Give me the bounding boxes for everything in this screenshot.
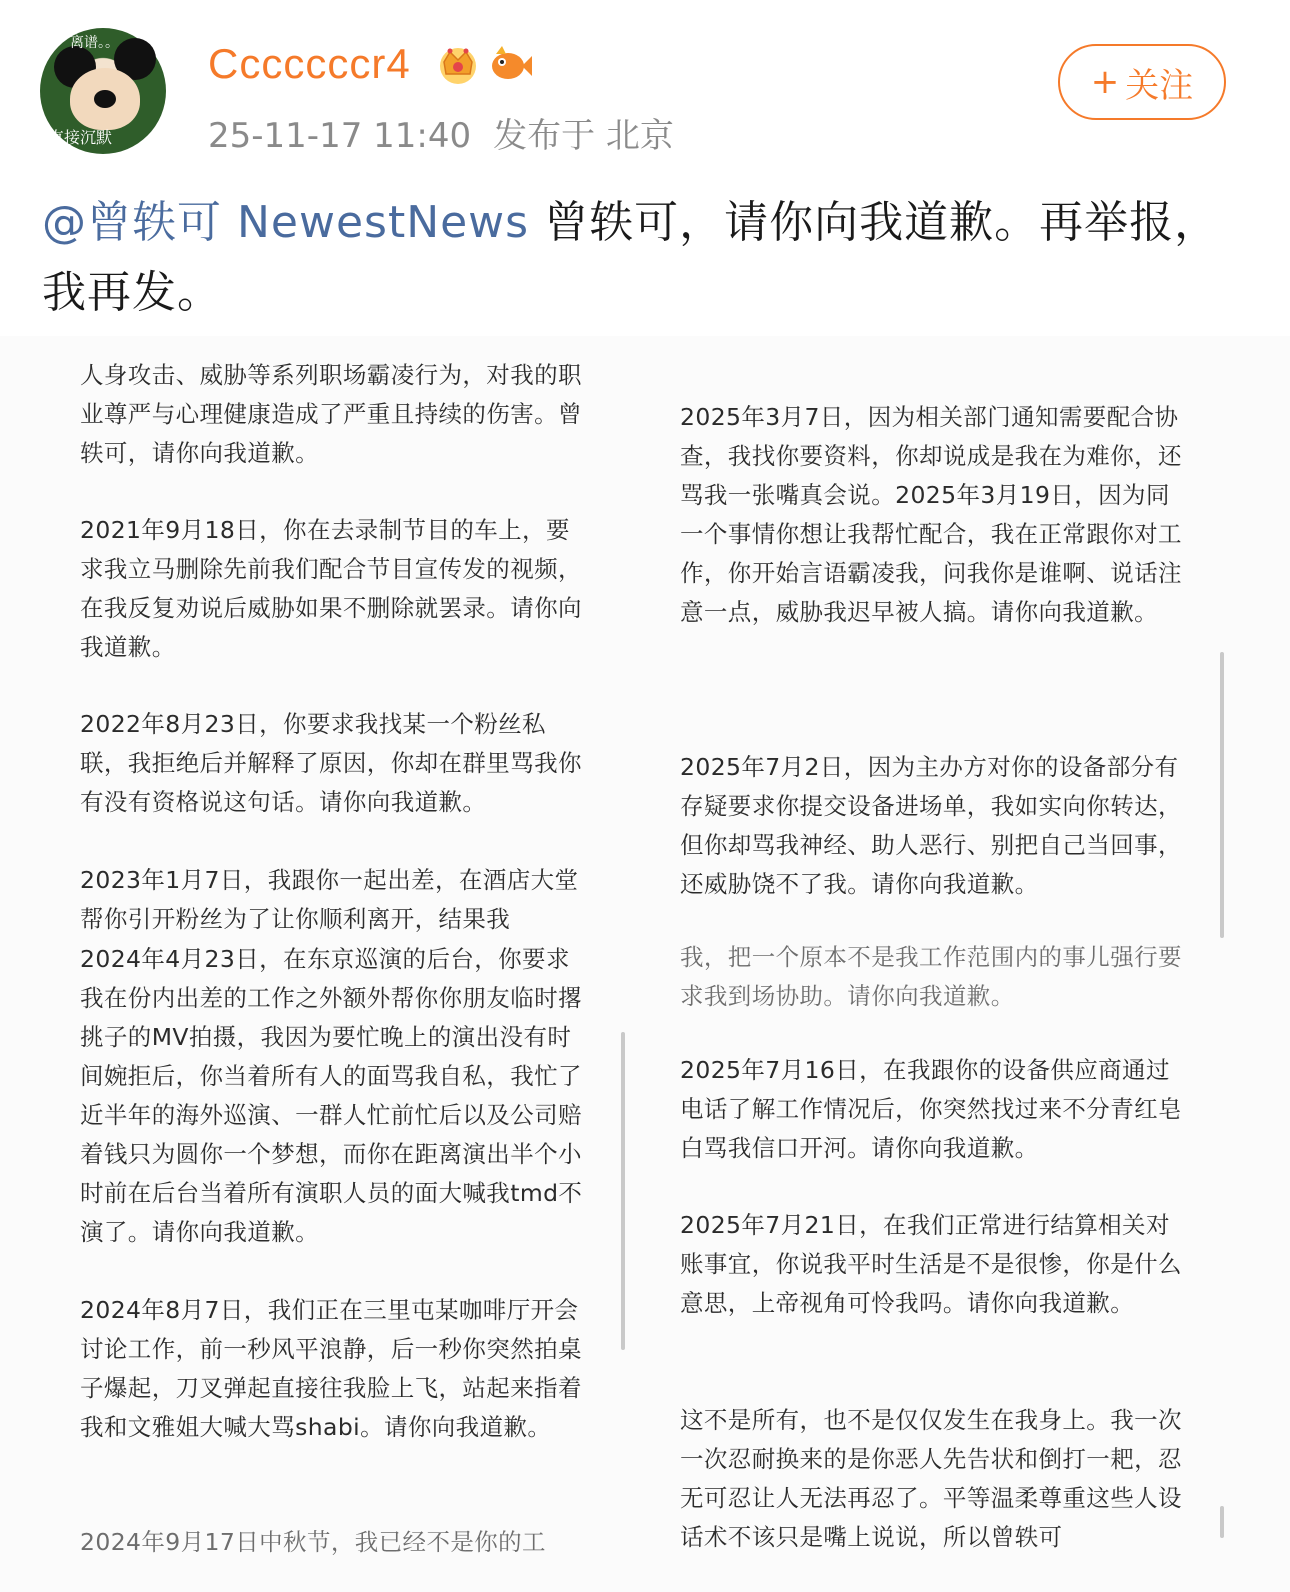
letter-paragraph-cut: 我，把一个原本不是我工作范围内的事儿强行要求我到场协助。请你向我道歉。 [680,943,1182,1010]
post-meta [208,108,674,157]
post-time: 25-11-17 11:40 [208,116,472,156]
follow-label: 关注 [1125,65,1194,106]
avatar-caption-top: 离谱。。 [70,35,119,51]
post-body: 曾轶可，请你向我道歉。再举报，我再发。 [42,197,1220,318]
mention-link[interactable]: @曾轶可 NewestNews [42,197,530,248]
scrollbar-left[interactable] [621,1032,625,1350]
letter-paragraph-cut: 2024年9月17日中秋节，我已经不是你的工 [80,1528,546,1556]
scrollbar-right[interactable] [1220,652,1224,938]
letter-paragraph: 2025年3月7日，因为相关部门通知需要配合协查，我找你要资料，你却说成是我在为难你，还骂我一张嘴真会说。2025年3月19日，因为同一个事情你想让我帮忙配合，我在正常跟你对工作，你开始言语霸凌我，问我你是谁啊、说话注意一点，威胁我迟早被人搞。请你向我道歉。 [680,403,1182,626]
letter-column-left [80,336,600,1556]
username[interactable]: Cccccccr4 [208,40,411,87]
post-location: 发布于 北京 [493,116,674,156]
letter-paragraph: 人身攻击、威胁等系列职场霸凌行为，对我的职业尊严与心理健康造成了严重且持续的伤害。曾轶可，请你向我道歉。 [80,361,582,467]
post-text [42,188,1252,328]
letter-column-right [680,336,1200,1551]
letter-paragraph: 2023年1月7日，我跟你一起出差，在酒店大堂帮你引开粉丝为了让你顺利离开，结果我 [80,866,579,933]
letter-paragraph: 2025年7月21日，在我们正常进行结算相关对账事宜，你说我平时生活是不是很惨，你是什么意思，上帝视角可怜我吗。请你向我道歉。 [680,1211,1182,1317]
post-header [0,0,1290,180]
plus-icon: + [1090,62,1120,102]
post-image[interactable] [0,336,1290,1592]
fish-badge-icon [488,42,532,86]
letter-paragraph: 2025年7月2日，因为主办方对你的设备部分有存疑要求你提交设备进场单，我如实向你转达，但你却骂我神经、助人恶行、别把自己当回事，还威胁饶不了我。请你向我道歉。 [680,753,1182,898]
avatar[interactable] [40,28,166,154]
letter-paragraph: 2025年7月16日，在我跟你的设备供应商通过电话了解工作情况后，你突然找过来不分青红皂白骂我信口开河。请你向我道歉。 [680,1056,1182,1162]
letter-paragraph: 2022年8月23日，你要求我找某一个粉丝私联，我拒绝后并解释了原因，你却在群里骂我你有没有资格说这句话。请你向我道歉。 [80,710,582,816]
scrollbar-right-lower[interactable] [1220,1506,1224,1538]
follow-button[interactable] [1058,44,1226,120]
avatar-nose [94,90,116,108]
letter-paragraph: 这不是所有，也不是仅仅发生在我身上。我一次一次忍耐换来的是你恶人先告状和倒打一耙，忍无可忍让人无法再忍了。平等温柔尊重这些人设话术不该只是嘴上说说，所以曾轶可 [680,1406,1182,1551]
letter-paragraph: 2024年8月7日，我们正在三里屯某咖啡厅开会讨论工作，前一秒风平浪静，后一秒你突然拍桌子爆起，刀叉弹起直接往我脸上飞，站起来指着我和文雅姐大喊大骂shabi。请你向我道歉。 [80,1296,582,1441]
crown-badge-icon [436,42,480,86]
letter-paragraph: 2021年9月18日，你在去录制节目的车上，要求我立马删除先前我们配合节目宣传发的视频，在我反复劝说后威胁如果不删除就罢录。请你向我道歉。 [80,516,582,661]
avatar-caption-bottom: 直接沉默 [48,128,113,147]
letter-paragraph: 2024年4月23日，在东京巡演的后台，你要求我在份内出差的工作之外额外帮你你朋友临时撂挑子的MV拍摄，我因为要忙晚上的演出没有时间婉拒后，你当着所有人的面骂我自私，我忙了近半年的海外巡演、一群人忙前忙后以及公司赔着钱只为圆你一个梦想，而你在距离演出半个小时前在后台当着所有演职人员的面大喊我tmd不演了。请你向我道歉。 [80,945,583,1246]
